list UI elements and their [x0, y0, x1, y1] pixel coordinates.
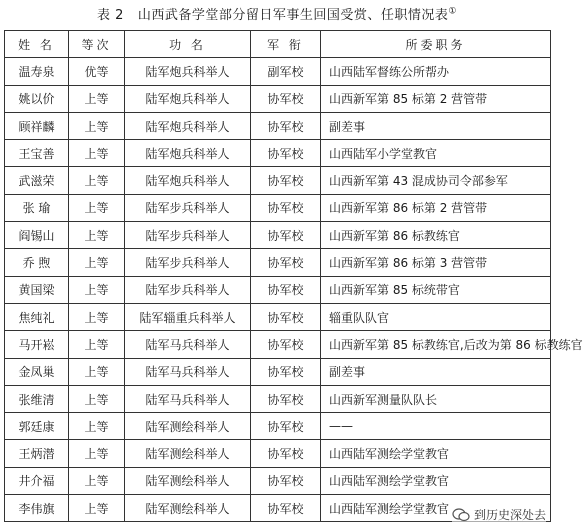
cell-grade: 上等	[69, 222, 125, 249]
caption-label: 表 2	[97, 8, 124, 23]
cell-name: 乔 煦	[5, 249, 69, 276]
cell-grade: 上等	[69, 276, 125, 303]
cell-grade: 上等	[69, 385, 125, 412]
cell-title: 陆军步兵科举人	[125, 222, 251, 249]
cell-rank: 协军校	[251, 194, 321, 221]
cell-name: 井介福	[5, 467, 69, 494]
cell-rank: 协军校	[251, 495, 321, 522]
cell-post: 山西新军测量队队长	[321, 385, 551, 412]
cell-rank: 协军校	[251, 112, 321, 139]
cell-title: 陆军测绘科举人	[125, 467, 251, 494]
cell-post: ——	[321, 413, 551, 440]
cell-title: 陆军步兵科举人	[125, 194, 251, 221]
cell-title: 陆军辎重兵科举人	[125, 303, 251, 330]
cell-name: 李伟旗	[5, 495, 69, 522]
wechat-bubble-icon	[452, 508, 470, 522]
cell-grade: 上等	[69, 112, 125, 139]
cell-name: 焦纯礼	[5, 303, 69, 330]
cell-grade: 优等	[69, 58, 125, 85]
cell-rank: 协军校	[251, 358, 321, 385]
cell-title: 陆军马兵科举人	[125, 331, 251, 358]
cell-name: 武滋荣	[5, 167, 69, 194]
cell-grade: 上等	[69, 467, 125, 494]
cell-post: 山西陆军小学堂教官	[321, 140, 551, 167]
watermark-text: 到历史深处去	[473, 508, 546, 522]
header-post: 所委职务	[321, 31, 551, 58]
header-rank: 军 衔	[251, 31, 321, 58]
cell-name: 张维清	[5, 385, 69, 412]
cell-name: 姚以价	[5, 85, 69, 112]
cell-rank: 协军校	[251, 331, 321, 358]
cell-post: 辎重队队官	[321, 303, 551, 330]
table-row	[5, 194, 551, 221]
cell-post: 山西新军第 85 标第 2 营管带	[321, 85, 551, 112]
cell-name: 王宝善	[5, 140, 69, 167]
cell-post: 山西陆军测绘学堂教官	[321, 440, 551, 467]
cell-title: 陆军马兵科举人	[125, 385, 251, 412]
cell-name: 金凤巢	[5, 358, 69, 385]
table-row	[5, 358, 551, 385]
cell-rank: 协军校	[251, 440, 321, 467]
cell-rank: 协军校	[251, 85, 321, 112]
cell-name: 王炳潜	[5, 440, 69, 467]
cell-name: 黄国梁	[5, 276, 69, 303]
cell-title: 陆军测绘科举人	[125, 413, 251, 440]
table-row	[5, 467, 551, 494]
cell-grade: 上等	[69, 413, 125, 440]
cell-title: 陆军炮兵科举人	[125, 167, 251, 194]
cell-post: 山西新军第 86 标教练官	[321, 222, 551, 249]
cell-post: 山西新军第 43 混成协司令部参军	[321, 167, 551, 194]
cell-grade: 上等	[69, 303, 125, 330]
cell-rank: 协军校	[251, 140, 321, 167]
cell-name: 阎锡山	[5, 222, 69, 249]
cell-grade: 上等	[69, 167, 125, 194]
cell-rank: 协军校	[251, 385, 321, 412]
table-row	[5, 222, 551, 249]
cell-rank: 协军校	[251, 303, 321, 330]
cell-rank: 协军校	[251, 276, 321, 303]
cell-post: 山西新军第 86 标第 3 营管带	[321, 249, 551, 276]
watermark	[452, 506, 546, 523]
cell-grade: 上等	[69, 194, 125, 221]
header-grade: 等次	[69, 31, 125, 58]
cell-title: 陆军炮兵科举人	[125, 112, 251, 139]
table-row	[5, 112, 551, 139]
table-row	[5, 385, 551, 412]
cell-title: 陆军炮兵科举人	[125, 58, 251, 85]
cell-title: 陆军步兵科举人	[125, 249, 251, 276]
cell-post: 副差事	[321, 112, 551, 139]
cell-post: 山西新军第 85 标统带官	[321, 276, 551, 303]
cell-title: 陆军步兵科举人	[125, 276, 251, 303]
table-row	[5, 140, 551, 167]
table-caption	[0, 4, 554, 23]
cell-name: 马开崧	[5, 331, 69, 358]
cell-post: 山西陆军督练公所帮办	[321, 58, 551, 85]
table-row	[5, 167, 551, 194]
cell-rank: 协军校	[251, 249, 321, 276]
cell-grade: 上等	[69, 249, 125, 276]
cell-title: 陆军炮兵科举人	[125, 85, 251, 112]
cell-name: 郭廷康	[5, 413, 69, 440]
cell-post: 山西新军第 86 标第 2 营管带	[321, 194, 551, 221]
caption-footnote: ①	[448, 6, 457, 17]
cell-title: 陆军测绘科举人	[125, 495, 251, 522]
table-row	[5, 413, 551, 440]
table-row	[5, 85, 551, 112]
cell-name: 顾祥麟	[5, 112, 69, 139]
cell-name: 张 瑜	[5, 194, 69, 221]
table-row	[5, 440, 551, 467]
cell-grade: 上等	[69, 440, 125, 467]
cell-grade: 上等	[69, 495, 125, 522]
cell-post: 山西陆军测绘学堂教官	[321, 467, 551, 494]
header-row	[5, 31, 551, 58]
cell-rank: 协军校	[251, 467, 321, 494]
table-row	[5, 331, 551, 358]
header-title: 功 名	[125, 31, 251, 58]
cell-post: 山西陆军测绘学堂教官	[321, 495, 551, 522]
table-row	[5, 303, 551, 330]
cell-title: 陆军马兵科举人	[125, 358, 251, 385]
table-body	[5, 58, 583, 522]
cell-rank: 副军校	[251, 58, 321, 85]
cell-grade: 上等	[69, 140, 125, 167]
cell-title: 陆军测绘科举人	[125, 440, 251, 467]
cell-name: 温寿泉	[5, 58, 69, 85]
cell-grade: 上等	[69, 358, 125, 385]
caption-title: 山西武备学堂部分留日军事生回国受赏、任职情况表	[137, 8, 449, 23]
table-row	[5, 276, 551, 303]
student-table	[4, 30, 583, 522]
header-name: 姓 名	[5, 31, 69, 58]
cell-post: 山西新军第 85 标教练官,后改为第 86 标教练官	[321, 331, 551, 358]
cell-rank: 协军校	[251, 167, 321, 194]
cell-grade: 上等	[69, 331, 125, 358]
cell-grade: 上等	[69, 85, 125, 112]
table-row	[5, 249, 551, 276]
cell-rank: 协军校	[251, 222, 321, 249]
cell-title: 陆军炮兵科举人	[125, 140, 251, 167]
cell-post: 副差事	[321, 358, 551, 385]
cell-rank: 协军校	[251, 413, 321, 440]
table-row	[5, 58, 551, 85]
